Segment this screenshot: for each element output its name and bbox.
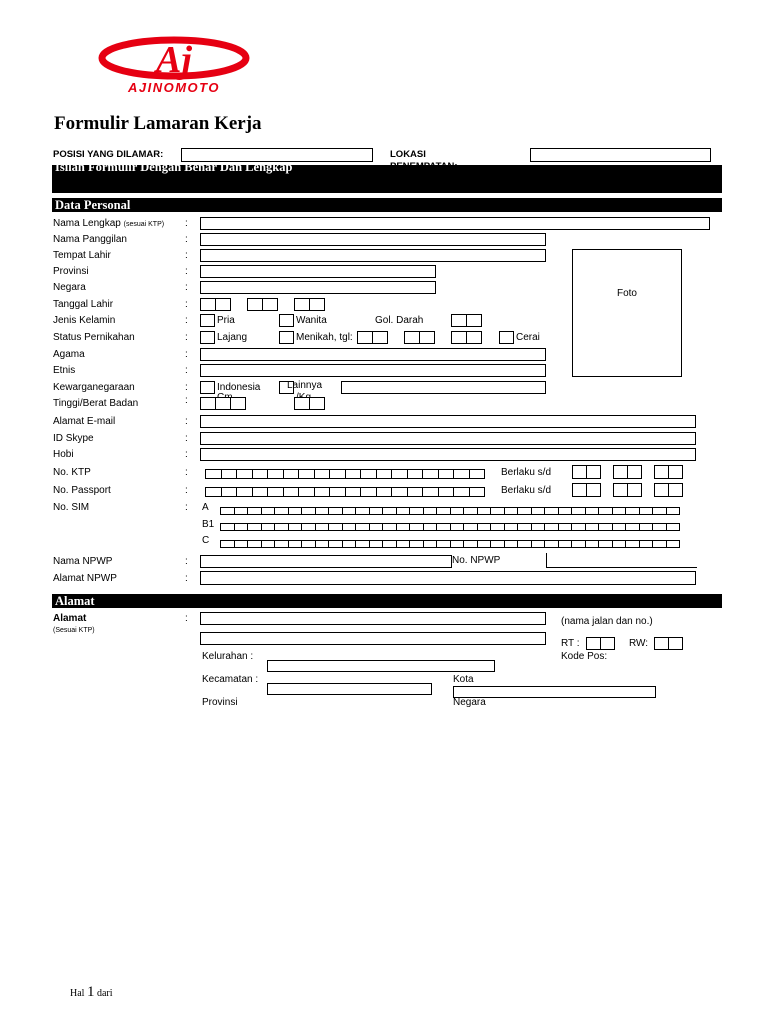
sim-a-label: A xyxy=(202,502,209,513)
digit-cell[interactable] xyxy=(391,469,408,479)
colon: : xyxy=(185,365,188,376)
digit-cell[interactable] xyxy=(328,523,343,531)
digit-cell[interactable] xyxy=(666,507,681,515)
single-checkbox[interactable] xyxy=(200,331,215,344)
colon: : xyxy=(185,250,188,261)
colon: : xyxy=(185,382,188,393)
passport-valid-day[interactable] xyxy=(572,483,600,497)
kecamatan-input[interactable] xyxy=(267,683,432,695)
digit-cell[interactable] xyxy=(625,540,640,548)
digit-cell[interactable] xyxy=(504,540,519,548)
digit-cell[interactable] xyxy=(490,523,505,531)
digit-cell[interactable] xyxy=(407,487,424,497)
digit-cell[interactable] xyxy=(450,507,465,515)
married-year-cells[interactable] xyxy=(451,331,481,344)
digit-cell[interactable] xyxy=(315,540,330,548)
digit-cell[interactable] xyxy=(517,540,532,548)
colon: : xyxy=(185,485,188,496)
full-name-input[interactable] xyxy=(200,217,710,230)
skype-input[interactable] xyxy=(200,432,696,445)
ktp-valid-year[interactable] xyxy=(654,465,682,479)
digit-cell[interactable] xyxy=(450,523,465,531)
skype-label: ID Skype xyxy=(53,433,94,444)
colon: : xyxy=(185,613,188,624)
colon: : xyxy=(185,349,188,360)
digit-cell[interactable] xyxy=(531,540,546,548)
colon: : xyxy=(185,234,188,245)
digit-cell[interactable] xyxy=(652,523,667,531)
digit-cell[interactable] xyxy=(247,540,262,548)
blood-type-label: Gol. Darah xyxy=(375,315,424,326)
digit-cell[interactable] xyxy=(355,523,370,531)
digit-cell[interactable] xyxy=(360,469,377,479)
digit-cell[interactable] xyxy=(409,507,424,515)
instruction-text: Isilah Formulir Dengan Benar Dan Lengkap xyxy=(55,160,293,174)
digit-cell[interactable] xyxy=(571,540,586,548)
digit-cell[interactable] xyxy=(453,487,470,497)
birthdate-label: Tanggal Lahir xyxy=(53,299,114,310)
digit-cell[interactable] xyxy=(585,507,600,515)
digit-cell[interactable] xyxy=(396,540,411,548)
colon: : xyxy=(185,315,188,326)
ajinomoto-logo xyxy=(44,28,304,96)
digit-cell[interactable] xyxy=(396,523,411,531)
divorced-label: Cerai xyxy=(516,332,540,343)
digit-cell[interactable] xyxy=(652,540,667,548)
digit-cell[interactable] xyxy=(450,540,465,548)
passport-label: No. Passport xyxy=(53,485,111,496)
photo-label: Foto xyxy=(616,288,637,299)
gender-female-checkbox[interactable] xyxy=(279,314,294,327)
digit-cell[interactable] xyxy=(558,540,573,548)
digit-cell[interactable] xyxy=(369,540,384,548)
digit-cell[interactable] xyxy=(288,540,303,548)
digit-cell[interactable] xyxy=(267,487,284,497)
address-province-label: Provinsi xyxy=(202,697,238,708)
digit-cell[interactable] xyxy=(531,523,546,531)
ktp-label: No. KTP xyxy=(53,467,91,478)
logo-wordmark: AJINOMOTO xyxy=(128,80,220,95)
digit-cell[interactable] xyxy=(396,507,411,515)
address-line2-input[interactable] xyxy=(200,632,546,645)
digit-cell[interactable] xyxy=(261,540,276,548)
digit-cell[interactable] xyxy=(342,507,357,515)
digit-cell[interactable] xyxy=(453,469,470,479)
digit-cell[interactable] xyxy=(409,523,424,531)
digit-cell[interactable] xyxy=(274,523,289,531)
city-label: Kota xyxy=(453,674,474,685)
digit-cell[interactable] xyxy=(234,507,249,515)
passport-valid-month[interactable] xyxy=(613,483,641,497)
colon: : xyxy=(185,266,188,277)
digit-cell[interactable] xyxy=(288,507,303,515)
colon: : xyxy=(185,433,188,444)
birthdate-month-cells[interactable] xyxy=(247,298,277,311)
digit-cell[interactable] xyxy=(544,540,559,548)
kecamatan-label: Kecamatan : xyxy=(202,674,259,685)
digit-cell[interactable] xyxy=(220,540,235,548)
section-address-title: Alamat xyxy=(55,594,95,608)
digit-cell[interactable] xyxy=(666,540,681,548)
passport-cells[interactable] xyxy=(205,487,484,497)
digit-cell[interactable] xyxy=(369,507,384,515)
digit-cell[interactable] xyxy=(342,523,357,531)
colon: : xyxy=(185,467,188,478)
sim-label: No. SIM xyxy=(53,502,90,513)
ethnicity-label: Etnis xyxy=(53,365,76,376)
sim-a-cells[interactable] xyxy=(220,507,679,515)
digit-cell[interactable] xyxy=(205,487,222,497)
footer-prefix: Hal xyxy=(70,988,85,999)
digit-cell[interactable] xyxy=(252,487,269,497)
digit-cell[interactable] xyxy=(639,540,654,548)
province-label: Provinsi xyxy=(53,266,89,277)
religion-label: Agama xyxy=(53,349,85,360)
digit-cell[interactable] xyxy=(544,523,559,531)
digit-cell[interactable] xyxy=(504,507,519,515)
digit-cell[interactable] xyxy=(422,469,439,479)
digit-cell[interactable] xyxy=(298,487,315,497)
digit-cell[interactable] xyxy=(315,507,330,515)
digit-cell[interactable] xyxy=(355,540,370,548)
digit-cell[interactable] xyxy=(422,487,439,497)
digit-cell[interactable] xyxy=(236,487,253,497)
digit-cell[interactable] xyxy=(504,523,519,531)
hobby-input[interactable] xyxy=(200,448,696,461)
digit-cell[interactable] xyxy=(221,469,238,479)
section-personal-title: Data Personal xyxy=(55,198,131,212)
npwp-address-label: Alamat NPWP xyxy=(53,573,117,584)
province-input[interactable] xyxy=(200,265,436,278)
colon: : xyxy=(185,299,188,310)
gender-label: Jenis Kelamin xyxy=(53,315,116,326)
digit-cell[interactable] xyxy=(652,507,667,515)
colon: : xyxy=(185,449,188,460)
marital-label: Status Pernikahan xyxy=(53,332,135,343)
full-name-label: Nama Lengkap (sesuai KTP) xyxy=(53,218,165,229)
npwp-name-input[interactable] xyxy=(200,555,452,568)
passport-valid-year[interactable] xyxy=(654,483,682,497)
digit-cell[interactable] xyxy=(328,507,343,515)
digit-cell[interactable] xyxy=(382,507,397,515)
digit-cell[interactable] xyxy=(639,507,654,515)
digit-cell[interactable] xyxy=(409,540,424,548)
digit-cell[interactable] xyxy=(329,469,346,479)
digit-cell[interactable] xyxy=(274,540,289,548)
digit-cell[interactable] xyxy=(360,487,377,497)
digit-cell[interactable] xyxy=(625,507,640,515)
digit-cell[interactable] xyxy=(571,523,586,531)
citizen-indonesia-checkbox[interactable] xyxy=(200,381,215,394)
digit-cell[interactable] xyxy=(585,540,600,548)
sim-b1-cells[interactable] xyxy=(220,523,679,531)
digit-cell[interactable] xyxy=(205,469,222,479)
npwp-name-label: Nama NPWP xyxy=(53,556,113,567)
digit-cell[interactable] xyxy=(423,540,438,548)
birthplace-label: Tempat Lahir xyxy=(53,250,111,261)
digit-cell[interactable] xyxy=(391,487,408,497)
digit-cell[interactable] xyxy=(531,507,546,515)
digit-cell[interactable] xyxy=(477,523,492,531)
digit-cell[interactable] xyxy=(666,523,681,531)
colon: : xyxy=(185,416,188,427)
citizen-indonesia-label: Indonesia xyxy=(217,382,261,393)
digit-cell[interactable] xyxy=(247,523,262,531)
colon: : xyxy=(185,282,188,293)
birthdate-day-cells[interactable] xyxy=(200,298,230,311)
digit-cell[interactable] xyxy=(490,540,505,548)
digit-cell[interactable] xyxy=(355,507,370,515)
digit-cell[interactable] xyxy=(301,507,316,515)
married-checkbox[interactable] xyxy=(279,331,294,344)
digit-cell[interactable] xyxy=(345,469,362,479)
digit-cell[interactable] xyxy=(252,469,269,479)
digit-cell[interactable] xyxy=(598,507,613,515)
footer-suffix: dari xyxy=(96,988,113,999)
nickname-input[interactable] xyxy=(200,233,546,246)
npwp-no-label: No. NPWP xyxy=(452,555,501,566)
ajinomoto-logo-mark xyxy=(44,28,304,96)
digit-cell[interactable] xyxy=(376,487,393,497)
digit-cell[interactable] xyxy=(283,487,300,497)
address-country-label: Negara xyxy=(453,697,486,708)
digit-cell[interactable] xyxy=(329,487,346,497)
ethnicity-input[interactable] xyxy=(200,364,546,377)
digit-cell[interactable] xyxy=(639,523,654,531)
ktp-valid-label: Berlaku s/d xyxy=(501,467,552,478)
digit-cell[interactable] xyxy=(345,487,362,497)
postal-code-label: Kode Pos: xyxy=(561,651,608,662)
birthplace-input[interactable] xyxy=(200,249,546,262)
digit-cell[interactable] xyxy=(220,507,235,515)
digit-cell[interactable] xyxy=(423,523,438,531)
religion-input[interactable] xyxy=(200,348,546,361)
hobby-label: Hobi xyxy=(53,449,74,460)
citizen-other-input[interactable] xyxy=(341,381,546,394)
colon: : xyxy=(185,218,188,229)
digit-cell[interactable] xyxy=(274,507,289,515)
digit-cell[interactable] xyxy=(438,469,455,479)
gender-male-label: Pria xyxy=(217,315,235,326)
digit-cell[interactable] xyxy=(625,523,640,531)
digit-cell[interactable] xyxy=(463,523,478,531)
rt-cells[interactable] xyxy=(586,637,614,650)
npwp-no-input[interactable] xyxy=(546,553,697,568)
digit-cell[interactable] xyxy=(517,523,532,531)
footer-page-number: 1 xyxy=(86,984,95,1000)
digit-cell[interactable] xyxy=(571,507,586,515)
form-title: Formulir Lamaran Kerja xyxy=(54,113,262,134)
sim-b1-label: B1 xyxy=(202,519,215,530)
digit-cell[interactable] xyxy=(315,523,330,531)
digit-cell[interactable] xyxy=(558,507,573,515)
street-hint: (nama jalan dan no.) xyxy=(561,616,653,627)
digit-cell[interactable] xyxy=(261,507,276,515)
email-input[interactable] xyxy=(200,415,696,428)
weight-cells[interactable] xyxy=(294,397,324,410)
digit-cell[interactable] xyxy=(469,487,486,497)
digit-cell[interactable] xyxy=(382,540,397,548)
digit-cell[interactable] xyxy=(301,540,316,548)
digit-cell[interactable] xyxy=(369,523,384,531)
digit-cell[interactable] xyxy=(438,487,455,497)
digit-cell[interactable] xyxy=(376,469,393,479)
digit-cell[interactable] xyxy=(436,523,451,531)
digit-cell[interactable] xyxy=(469,469,486,479)
digit-cell[interactable] xyxy=(612,523,627,531)
page-footer xyxy=(70,984,113,1001)
colon: : xyxy=(185,332,188,343)
colon: : xyxy=(185,556,188,567)
digit-cell[interactable] xyxy=(301,523,316,531)
digit-cell[interactable] xyxy=(288,523,303,531)
colon: : xyxy=(185,395,188,406)
digit-cell[interactable] xyxy=(423,507,438,515)
digit-cell[interactable] xyxy=(612,540,627,548)
passport-valid-label: Berlaku s/d xyxy=(501,485,552,496)
digit-cell[interactable] xyxy=(221,487,238,497)
digit-cell[interactable] xyxy=(436,540,451,548)
email-label: Alamat E-mail xyxy=(53,416,116,427)
location-input[interactable] xyxy=(530,148,711,162)
address-line1-input[interactable] xyxy=(200,612,546,625)
digit-cell[interactable] xyxy=(463,507,478,515)
kelurahan-label: Kelurahan : xyxy=(202,651,254,662)
digit-cell[interactable] xyxy=(314,469,331,479)
position-label: POSISI YANG DILAMAR: xyxy=(53,149,164,160)
sim-c-cells[interactable] xyxy=(220,540,679,548)
digit-cell[interactable] xyxy=(544,507,559,515)
logo-mark-text: Aj xyxy=(156,39,192,81)
gender-male-checkbox[interactable] xyxy=(200,314,215,327)
digit-cell[interactable] xyxy=(517,507,532,515)
gender-female-label: Wanita xyxy=(296,315,327,326)
digit-cell[interactable] xyxy=(298,469,315,479)
rw-label: RW: xyxy=(629,638,649,649)
digit-cell[interactable] xyxy=(267,469,284,479)
divorced-checkbox[interactable] xyxy=(499,331,514,344)
birthdate-year-cells[interactable] xyxy=(294,298,324,311)
digit-cell[interactable] xyxy=(490,507,505,515)
digit-cell[interactable] xyxy=(382,523,397,531)
nickname-label: Nama Panggilan xyxy=(53,234,127,245)
npwp-address-input[interactable] xyxy=(200,571,696,585)
digit-cell[interactable] xyxy=(247,507,262,515)
digit-cell[interactable] xyxy=(477,540,492,548)
married-day-cells[interactable] xyxy=(357,331,387,344)
citizenship-label: Kewarganegaraan xyxy=(53,382,135,393)
digit-cell[interactable] xyxy=(328,540,343,548)
country-input[interactable] xyxy=(200,281,436,294)
digit-cell[interactable] xyxy=(477,507,492,515)
digit-cell[interactable] xyxy=(234,523,249,531)
blood-type-cells[interactable] xyxy=(451,314,481,327)
country-label: Negara xyxy=(53,282,86,293)
digit-cell[interactable] xyxy=(558,523,573,531)
section-address-header xyxy=(52,594,722,608)
full-name-note: (sesuai KTP) xyxy=(123,221,165,228)
digit-cell[interactable] xyxy=(612,507,627,515)
instruction-banner xyxy=(52,160,722,193)
ktp-valid-month[interactable] xyxy=(613,465,641,479)
single-label: Lajang xyxy=(217,332,248,343)
address-label: Alamat xyxy=(53,613,87,624)
married-label: Menikah, tgl: xyxy=(296,332,353,343)
digit-cell[interactable] xyxy=(236,469,253,479)
digit-cell[interactable] xyxy=(463,540,478,548)
rt-label: RT : xyxy=(561,638,580,649)
citizen-other-label: Lainnya xyxy=(287,380,323,391)
photo-box[interactable] xyxy=(572,249,682,377)
colon: : xyxy=(185,502,188,513)
digit-cell[interactable] xyxy=(234,540,249,548)
ktp-cells[interactable] xyxy=(205,469,484,479)
digit-cell[interactable] xyxy=(342,540,357,548)
digit-cell[interactable] xyxy=(407,469,424,479)
height-cells[interactable] xyxy=(200,397,245,410)
kelurahan-input[interactable] xyxy=(267,660,495,672)
digit-cell[interactable] xyxy=(283,469,300,479)
colon: : xyxy=(185,573,188,584)
married-month-cells[interactable] xyxy=(404,331,434,344)
digit-cell[interactable] xyxy=(220,523,235,531)
digit-cell[interactable] xyxy=(261,523,276,531)
digit-cell[interactable] xyxy=(585,523,600,531)
rw-cells[interactable] xyxy=(654,637,682,650)
height-weight-label: Tinggi/Berat Badan xyxy=(53,398,139,409)
location-label: LOKASI xyxy=(390,149,426,160)
digit-cell[interactable] xyxy=(598,523,613,531)
digit-cell[interactable] xyxy=(436,507,451,515)
ktp-valid-day[interactable] xyxy=(572,465,600,479)
section-personal-header xyxy=(52,198,722,212)
address-note: (Sesuai KTP) xyxy=(53,627,95,634)
sim-c-label: C xyxy=(202,535,210,546)
digit-cell[interactable] xyxy=(598,540,613,548)
digit-cell[interactable] xyxy=(314,487,331,497)
